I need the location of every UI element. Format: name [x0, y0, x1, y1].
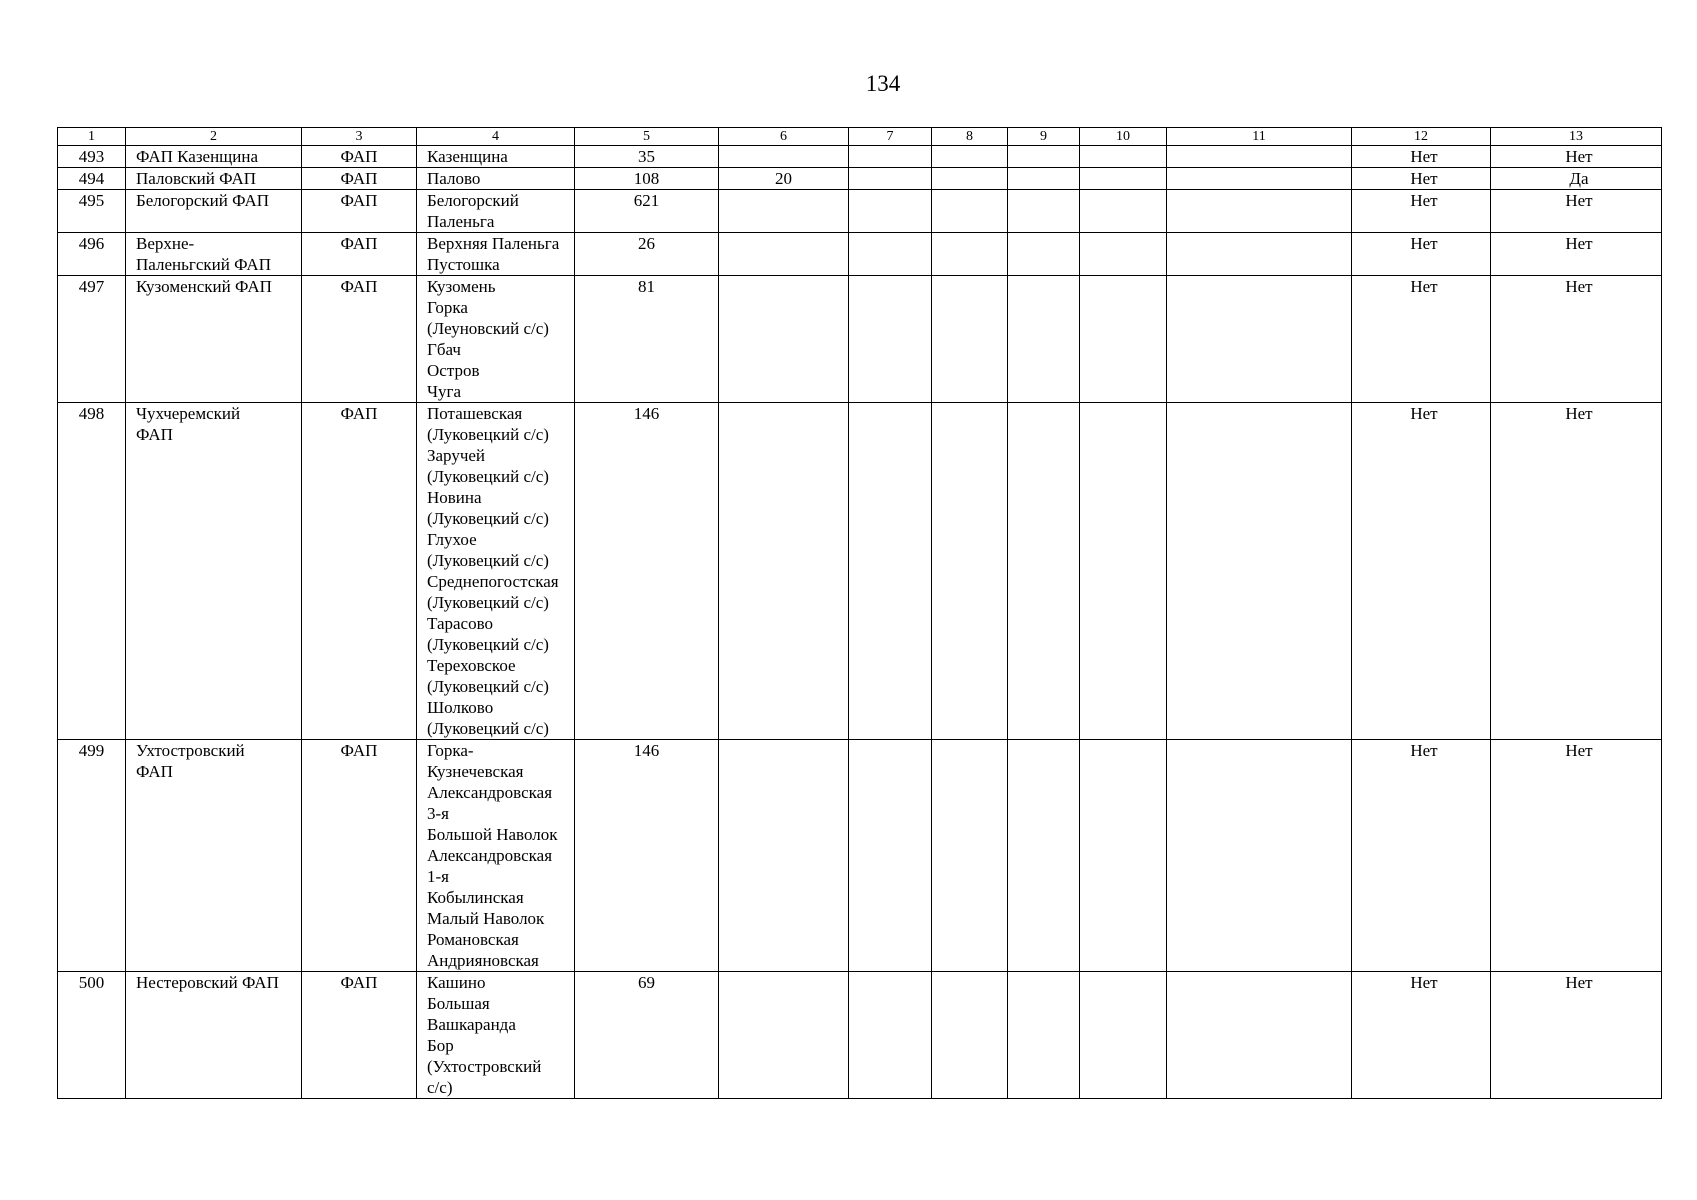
column-12-cell: Нет [1352, 233, 1491, 276]
facility-name-cell [126, 972, 302, 1099]
page-number: 134 [865, 71, 901, 96]
population-cell: 35 [575, 146, 719, 168]
cell-line: Заручей [427, 446, 486, 465]
cell-line: (Луковецкий с/с) [427, 467, 549, 486]
column-header: 10 [1080, 128, 1167, 146]
column-13-cell: Нет [1491, 740, 1662, 972]
cell-line: Александровская [427, 783, 553, 802]
table-row [58, 972, 1662, 1099]
column-7-cell [849, 168, 932, 190]
row-number-cell: 493 [58, 146, 126, 168]
column-10-cell [1080, 168, 1167, 190]
cell-line: Тарасово [427, 614, 494, 633]
cell-line: Бор [427, 1036, 454, 1055]
settlements-cell [417, 972, 575, 1099]
table-row [58, 403, 1662, 740]
column-10-cell [1080, 403, 1167, 740]
row-number-cell: 498 [58, 403, 126, 740]
column-11-cell [1167, 403, 1352, 740]
column-header: 9 [1008, 128, 1080, 146]
cell-line: Андрияновская [427, 951, 539, 970]
cell-line: Шолково [427, 698, 494, 717]
cell-line: ФАП [136, 762, 173, 781]
column-8-cell [932, 146, 1008, 168]
column-7-cell [849, 276, 932, 403]
cell-line: Казенщина [427, 147, 508, 166]
settlements-cell [417, 403, 575, 740]
table-row [58, 146, 1662, 168]
cell-line: Кузоменский ФАП [136, 277, 272, 296]
population-cell: 146 [575, 403, 719, 740]
cell-line: Кузнечевская [427, 762, 524, 781]
facility-name-cell [126, 168, 302, 190]
column-7-cell [849, 146, 932, 168]
column-9-cell [1008, 403, 1080, 740]
cell-line: Тереховское [427, 656, 516, 675]
column-11-cell [1167, 146, 1352, 168]
table-row [58, 276, 1662, 403]
column-9-cell [1008, 972, 1080, 1099]
cell-line: Чуга [427, 382, 462, 401]
column-12-cell: Нет [1352, 972, 1491, 1099]
row-number-cell: 494 [58, 168, 126, 190]
cell-line: Чухчеремский [136, 404, 241, 423]
cell-line: Среднепогостская [427, 572, 559, 591]
cell-line: Верхне- [136, 234, 195, 253]
cell-line: (Луковецкий с/с) [427, 509, 549, 528]
settlements-cell [417, 190, 575, 233]
cell-line: (Луковецкий с/с) [427, 635, 549, 654]
cell-line: Верхняя Паленьга [427, 234, 560, 253]
column-9-cell [1008, 146, 1080, 168]
facility-type-cell: ФАП [302, 403, 417, 740]
column-6-cell [719, 146, 849, 168]
column-9-cell [1008, 276, 1080, 403]
column-11-cell [1167, 233, 1352, 276]
cell-line: ФАП Казенщина [136, 147, 259, 166]
column-10-cell [1080, 972, 1167, 1099]
row-number-cell: 497 [58, 276, 126, 403]
row-number-cell: 500 [58, 972, 126, 1099]
cell-line: Глухое [427, 530, 477, 549]
cell-line: Гбач [427, 340, 461, 359]
column-header: 1 [58, 128, 126, 146]
cell-line: Поташевская [427, 404, 523, 423]
facility-name-cell [126, 740, 302, 972]
facility-type-cell: ФАП [302, 190, 417, 233]
column-11-cell [1167, 168, 1352, 190]
column-7-cell [849, 972, 932, 1099]
header-row [58, 128, 1662, 146]
column-header: 11 [1167, 128, 1352, 146]
cell-line: Нестеровский ФАП [136, 973, 279, 992]
column-11-cell [1167, 972, 1352, 1099]
table-row [58, 190, 1662, 233]
column-header: 12 [1352, 128, 1491, 146]
column-8-cell [932, 972, 1008, 1099]
facility-name-cell [126, 403, 302, 740]
column-6-cell [719, 190, 849, 233]
column-10-cell [1080, 740, 1167, 972]
cell-line: 1-я [427, 867, 449, 886]
cell-line: Пустошка [427, 255, 500, 274]
facility-type-cell: ФАП [302, 233, 417, 276]
column-13-cell: Нет [1491, 972, 1662, 1099]
column-6-cell: 20 [719, 168, 849, 190]
facility-type-cell: ФАП [302, 276, 417, 403]
column-11-cell [1167, 740, 1352, 972]
cell-line: Палово [427, 169, 481, 188]
facility-type-cell: ФАП [302, 168, 417, 190]
column-8-cell [932, 168, 1008, 190]
column-header: 5 [575, 128, 719, 146]
facility-type-cell: ФАП [302, 740, 417, 972]
column-10-cell [1080, 233, 1167, 276]
column-8-cell [932, 740, 1008, 972]
column-13-cell: Нет [1491, 233, 1662, 276]
cell-line: (Луковецкий с/с) [427, 677, 549, 696]
cell-line: Остров [427, 361, 480, 380]
column-12-cell: Нет [1352, 146, 1491, 168]
cell-line: Александровская [427, 846, 553, 865]
column-8-cell [932, 276, 1008, 403]
facility-name-cell [126, 276, 302, 403]
population-cell: 146 [575, 740, 719, 972]
table-row [58, 740, 1662, 972]
cell-line: Большая [427, 994, 490, 1013]
column-13-cell: Да [1491, 168, 1662, 190]
cell-line: с/с) [427, 1078, 453, 1097]
population-cell: 81 [575, 276, 719, 403]
cell-line: Белогорский ФАП [136, 191, 270, 210]
settlements-cell [417, 276, 575, 403]
column-10-cell [1080, 190, 1167, 233]
column-6-cell [719, 233, 849, 276]
cell-line: Новина [427, 488, 482, 507]
cell-line: Кузомень [427, 277, 496, 296]
column-header: 6 [719, 128, 849, 146]
table-row [58, 233, 1662, 276]
column-6-cell [719, 403, 849, 740]
population-cell: 26 [575, 233, 719, 276]
cell-line: Паленьгский ФАП [136, 255, 271, 274]
column-8-cell [932, 233, 1008, 276]
facility-name-cell [126, 233, 302, 276]
cell-line: Паленьга [427, 212, 495, 231]
column-header: 8 [932, 128, 1008, 146]
column-12-cell: Нет [1352, 403, 1491, 740]
column-6-cell [719, 972, 849, 1099]
row-number-cell: 495 [58, 190, 126, 233]
cell-line: Большой Наволок [427, 825, 558, 844]
column-header: 2 [126, 128, 302, 146]
column-header: 13 [1491, 128, 1662, 146]
population-cell: 108 [575, 168, 719, 190]
facility-type-cell: ФАП [302, 972, 417, 1099]
column-12-cell: Нет [1352, 190, 1491, 233]
population-cell: 621 [575, 190, 719, 233]
settlements-cell [417, 168, 575, 190]
column-8-cell [932, 403, 1008, 740]
column-6-cell [719, 276, 849, 403]
cell-line: Кобылинская [427, 888, 524, 907]
column-header: 4 [417, 128, 575, 146]
cell-line: Вашкаранда [427, 1015, 516, 1034]
population-cell: 69 [575, 972, 719, 1099]
facility-type-cell: ФАП [302, 146, 417, 168]
cell-line: (Луковецкий с/с) [427, 425, 549, 444]
cell-line: Малый Наволок [427, 909, 545, 928]
column-13-cell: Нет [1491, 403, 1662, 740]
settlements-cell [417, 233, 575, 276]
row-number-cell: 496 [58, 233, 126, 276]
column-header: 3 [302, 128, 417, 146]
column-7-cell [849, 190, 932, 233]
column-12-cell: Нет [1352, 168, 1491, 190]
cell-line: (Луковецкий с/с) [427, 551, 549, 570]
column-12-cell: Нет [1352, 740, 1491, 972]
cell-line: ФАП [136, 425, 173, 444]
column-9-cell [1008, 740, 1080, 972]
column-7-cell [849, 403, 932, 740]
column-7-cell [849, 233, 932, 276]
cell-line: Белогорский [427, 191, 519, 210]
cell-line: Паловский ФАП [136, 169, 257, 188]
cell-line: (Луковецкий с/с) [427, 719, 549, 738]
column-9-cell [1008, 190, 1080, 233]
column-7-cell [849, 740, 932, 972]
cell-line: Ухтостровский [136, 741, 245, 760]
cell-line: Кашино [427, 973, 486, 992]
table-row [58, 168, 1662, 190]
cell-line: (Ухтостровский [427, 1057, 542, 1076]
column-13-cell: Нет [1491, 276, 1662, 403]
settlements-cell [417, 146, 575, 168]
column-13-cell: Нет [1491, 190, 1662, 233]
column-6-cell [719, 740, 849, 972]
registry-table [57, 127, 1662, 1099]
column-11-cell [1167, 276, 1352, 403]
column-13-cell: Нет [1491, 146, 1662, 168]
facility-name-cell [126, 146, 302, 168]
column-9-cell [1008, 168, 1080, 190]
cell-line: Романовская [427, 930, 519, 949]
cell-line: (Леуновский с/с) [427, 319, 549, 338]
row-number-cell: 499 [58, 740, 126, 972]
column-header: 7 [849, 128, 932, 146]
column-10-cell [1080, 276, 1167, 403]
column-8-cell [932, 190, 1008, 233]
cell-line: Горка [427, 298, 468, 317]
cell-line: 3-я [427, 804, 449, 823]
cell-line: (Луковецкий с/с) [427, 593, 549, 612]
column-12-cell: Нет [1352, 276, 1491, 403]
cell-line: Горка- [427, 741, 474, 760]
column-10-cell [1080, 146, 1167, 168]
settlements-cell [417, 740, 575, 972]
column-9-cell [1008, 233, 1080, 276]
facility-name-cell [126, 190, 302, 233]
column-11-cell [1167, 190, 1352, 233]
